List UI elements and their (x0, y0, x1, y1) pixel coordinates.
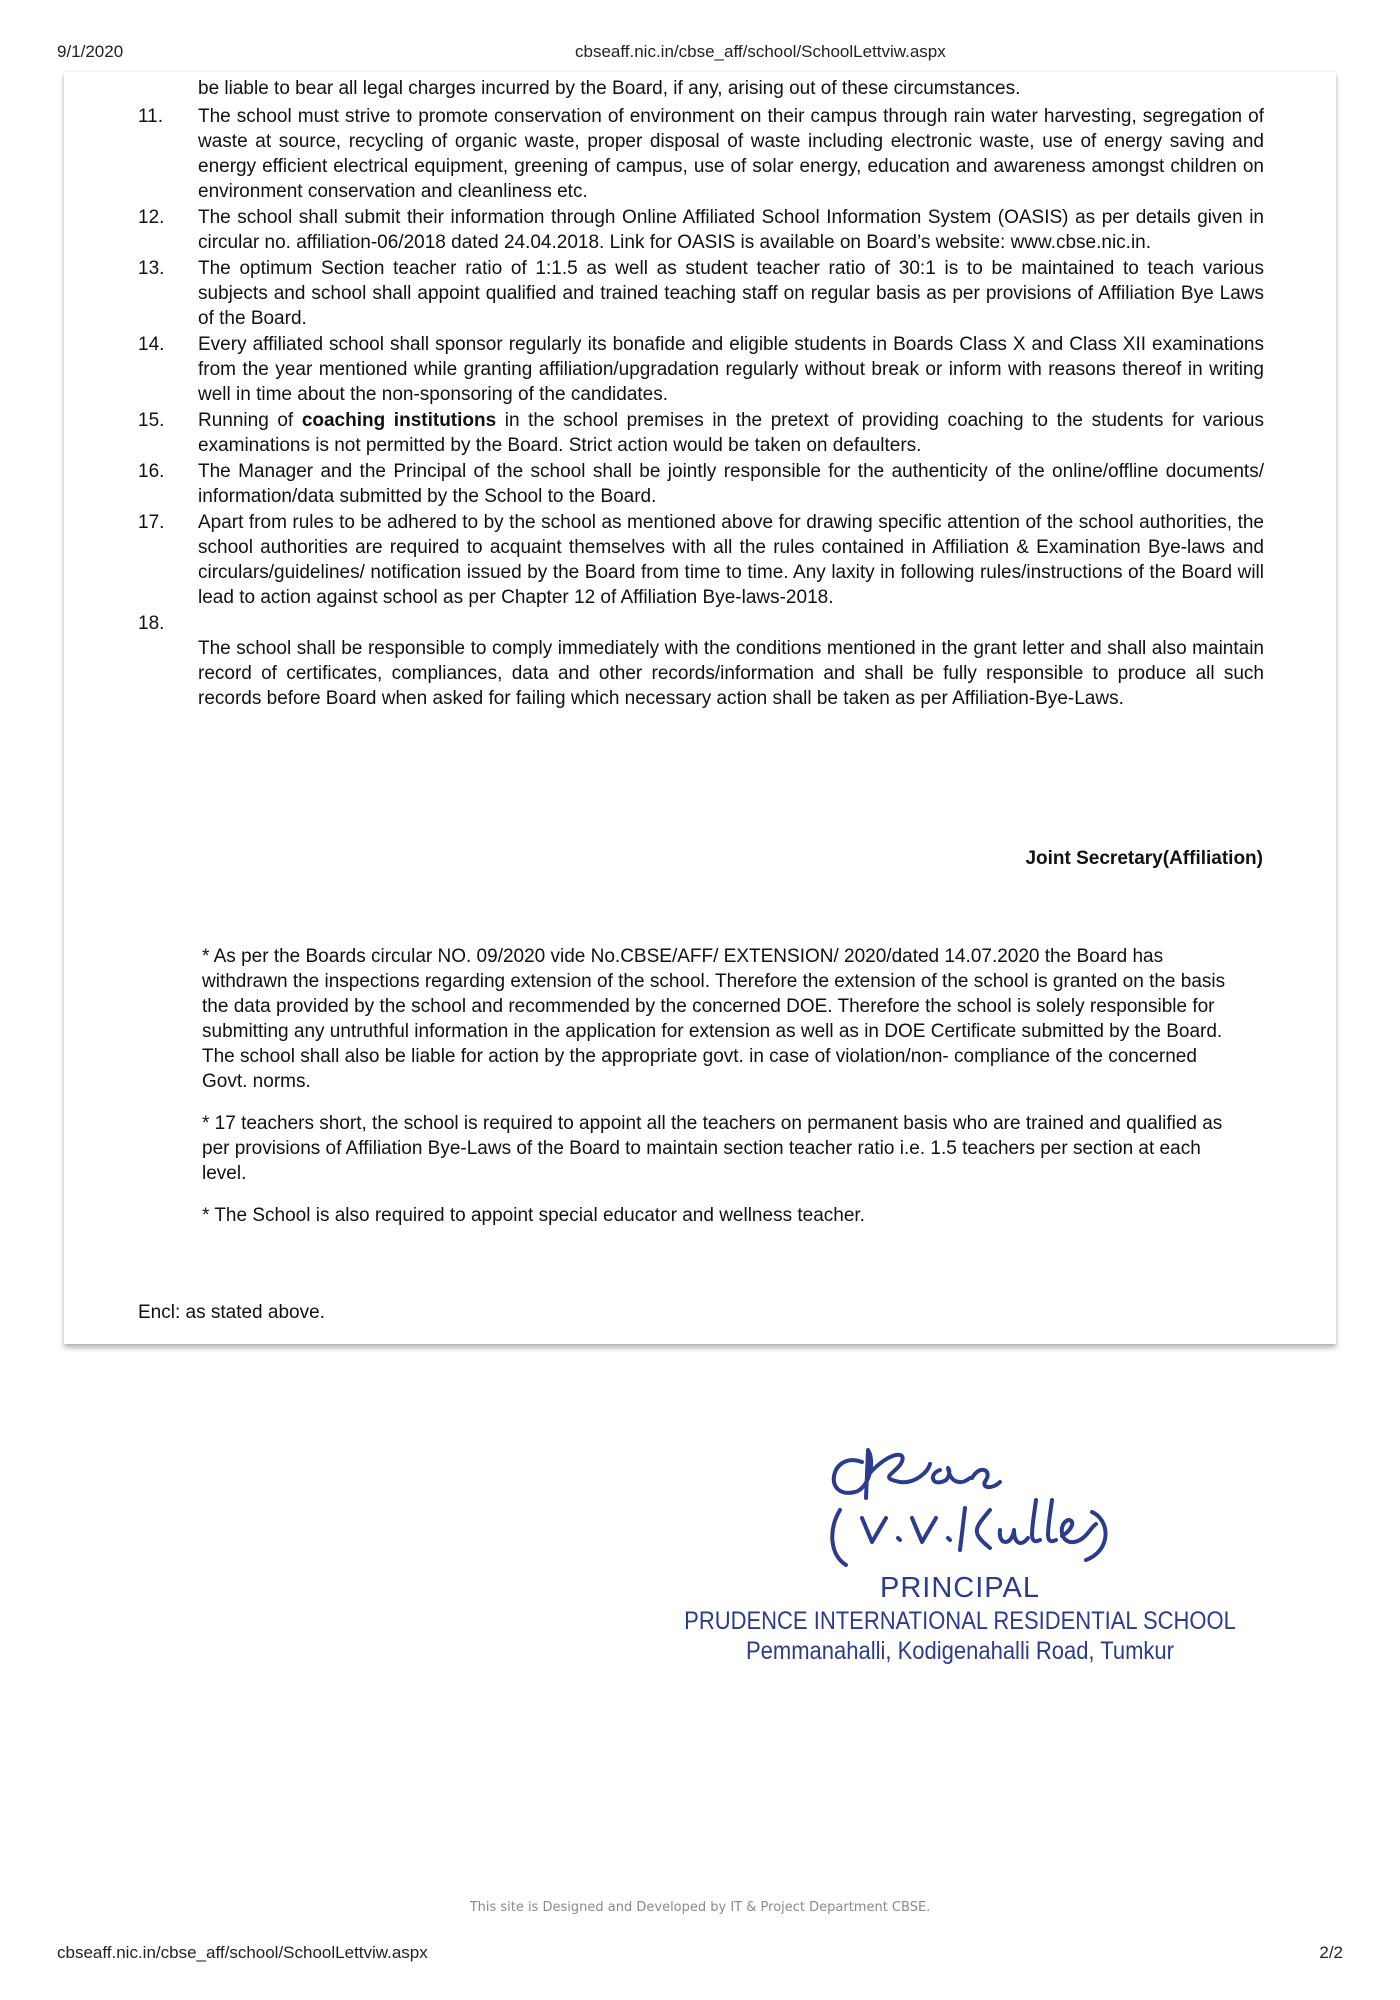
list-item (138, 459, 1264, 509)
list-item (138, 104, 1264, 204)
enclosure-note: Encl: as stated above. (138, 1302, 325, 1323)
note-item: * 17 teachers short, the school is required to appoint all the teachers on permanent basis who are trained and qualified as per provisions of Affiliation Bye-Laws of the Board to maintain section teacher ratio i.e. 1.5 teachers per section at each level. (202, 1113, 1223, 1184)
stamp-designation: PRINCIPAL (880, 1572, 1040, 1604)
print-date: 9/1/2020 (57, 42, 124, 61)
note-item: * The School is also required to appoint special educator and wellness teacher. (202, 1205, 865, 1226)
item-number: 11. (138, 106, 164, 127)
item-number: 18. (138, 613, 165, 634)
item-text: The Manager and the Principal of the school shall be jointly responsible for the authenticity of the online/offline documents/ information/data submitted by the School to the Board. (198, 461, 1264, 507)
note-item: * As per the Boards circular NO. 09/2020 vide No.CBSE/AFF/ EXTENSION/ 2020/dated 14.07.2020 the Board has withdrawn the inspections regarding extension of the school. Therefore the extension of the school is granted on the basis the data provided by the school and recommended by the concerned DOE. Therefore the school is solely responsible for submitting any untruthful information in the application for extension as well as in DOE Certificate submitted by the Board. The school shall also be liable for action by the appropriate govt. in case of violation/non- compliance of the concerned Govt. norms. (202, 946, 1226, 1092)
item-text-pre: Running of (198, 410, 302, 431)
list-item (138, 510, 1264, 610)
item-text: Apart from rules to be adhered to by the school as mentioned above for drawing specific attention of the school authorities, the school authorities are required to acquaint themselves with all the rules contained in Affiliation & Examination Bye-laws and circulars/guidelines/ notification issued by the Board from time to time. Any laxity in following rules/instructions of the Board will lead to action against school as per Chapter 12 of Affiliation Bye-laws-2018. (198, 512, 1264, 608)
principal-stamp (680, 1420, 1240, 1690)
item-text (198, 408, 1264, 458)
list-item (138, 408, 1264, 458)
list-item (138, 205, 1264, 255)
item-number: 17. (138, 512, 165, 533)
item-text: Every affiliated school shall sponsor regularly its bonafide and eligible students in Boards Class X and Class XII examinations from the year mentioned while granting affiliation/upgradation regularly without break or inform with reasons thereof in writing well in time about the non-sponsoring of the candidates. (198, 334, 1264, 405)
item-number: 13. (138, 258, 165, 279)
signatory-title: Joint Secretary(Affiliation) (1025, 848, 1263, 869)
item-number: 15. (138, 410, 165, 431)
item-number: 12. (138, 207, 165, 228)
item-text: The school must strive to promote conservation of environment on their campus through rain water harvesting, segregation of waste at source, recycling of organic waste, proper disposal of waste including electronic waste, use of energy saving and energy efficient electrical equipment, greening of campus, use of solar energy, education and awareness amongst children on environment conservation and cleanliness etc. (198, 106, 1264, 202)
list-item (138, 256, 1264, 331)
header-url: cbseaff.nic.in/cbse_aff/school/SchoolLettviw.aspx (575, 42, 946, 61)
stamp-school-name: PRUDENCE INTERNATIONAL RESIDENTIAL SCHOOL (684, 1606, 1236, 1635)
list-item (138, 332, 1264, 407)
site-credit: This site is Designed and Developed by IT & Project Department CBSE. (469, 1900, 931, 1915)
notes-section (202, 944, 1242, 1245)
item-text: The optimum Section teacher ratio of 1:1.5 as well as student teacher ratio of 30:1 is to be maintained to teach various subjects and school shall appoint qualified and trained teaching staff on regular basis as per provisions of Affiliation Bye Laws of the Board. (198, 258, 1264, 329)
page-number: 2/2 (1319, 1943, 1343, 1962)
list-item (138, 611, 1264, 711)
item-text-bold: coaching institutions (301, 410, 497, 431)
footer-url: cbseaff.nic.in/cbse_aff/school/SchoolLettviw.aspx (57, 1943, 428, 1962)
stamp-address: Pemmanahalli, Kodigenahalli Road, Tumkur (745, 1636, 1174, 1665)
continued-text: be liable to bear all legal charges incurred by the Board, if any, arising out of these circumstances. (198, 78, 1021, 99)
conditions-list (138, 104, 1264, 712)
item-number: 16. (138, 461, 165, 482)
signature-icon (800, 1420, 1120, 1570)
item-number: 14. (138, 334, 165, 355)
item-text-post: in the school premises in the pretext of providing coaching to the students for various examinations is not permitted by the Board. Strict action would be taken on defaulters. (198, 410, 1265, 456)
item-text: The school shall submit their information through Online Affiliated School Information System (OASIS) as per details given in circular no. affiliation-06/2018 dated 24.04.2018. Link for OASIS is available on Board’s website: www.cbse.nic.in. (198, 207, 1264, 253)
item-text: The school shall be responsible to comply immediately with the conditions mentioned in the grant letter and shall also maintain record of certificates, compliances, data and other records/information and shall be fully responsible to produce all such records before Board when asked for failing which necessary action shall be taken as per Affiliation-Bye-Laws. (198, 638, 1264, 709)
